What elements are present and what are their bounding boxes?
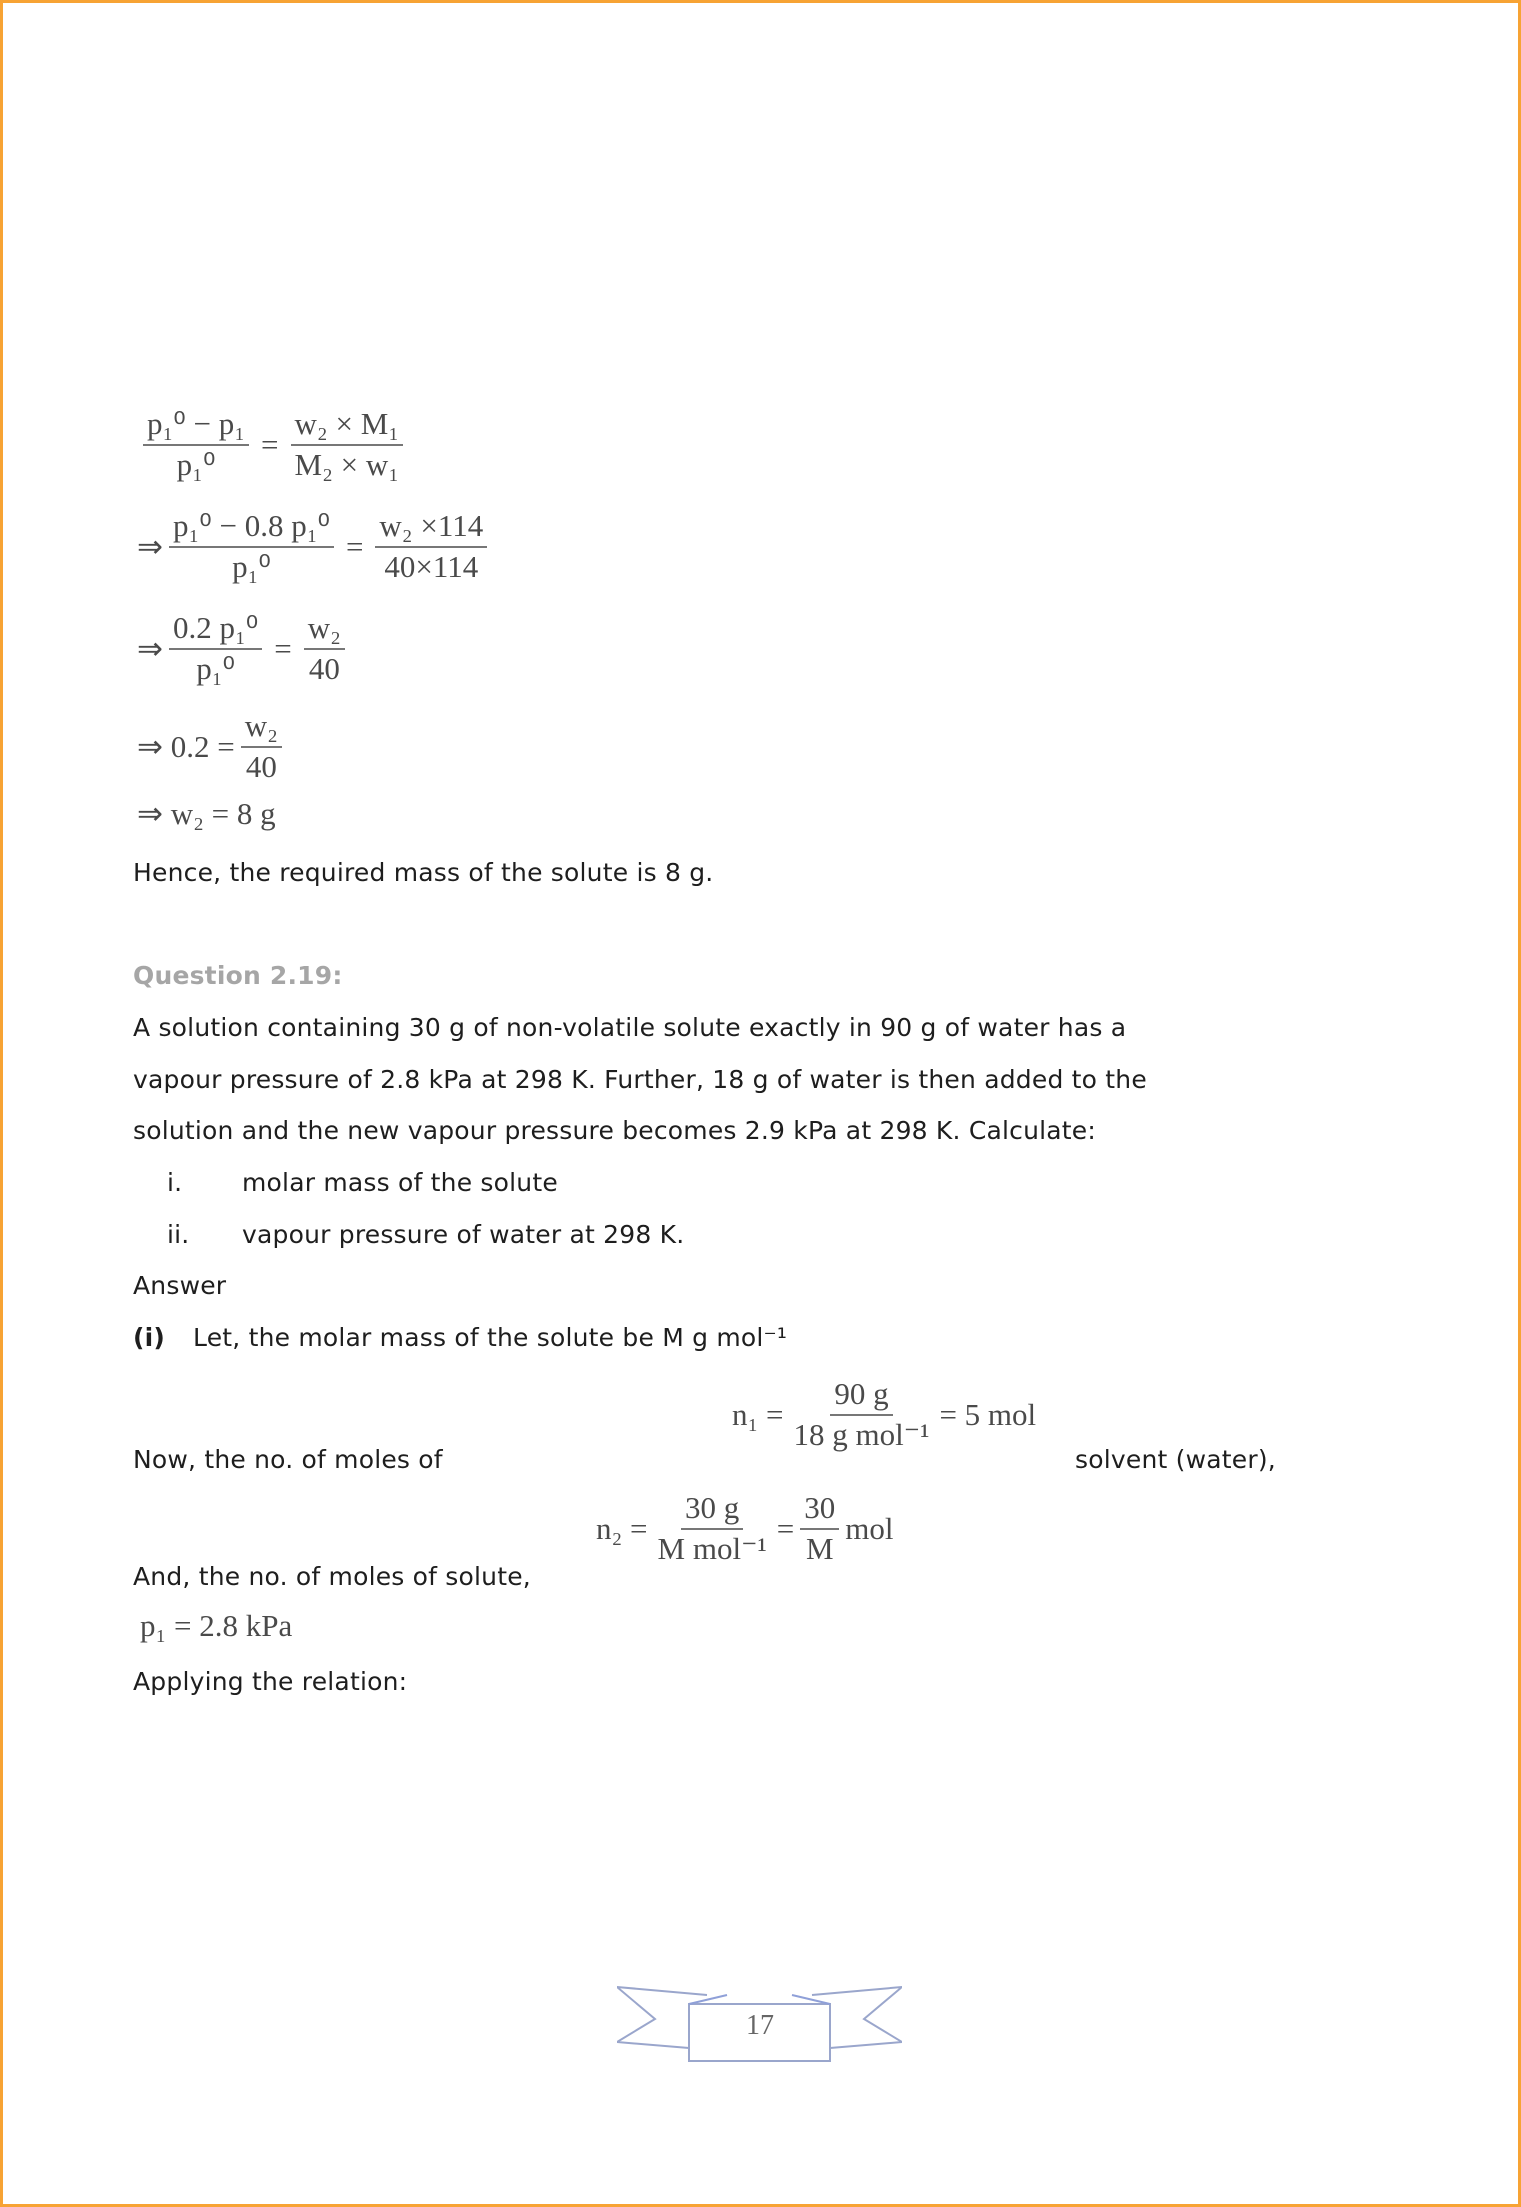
- fraction-denominator: 40: [245, 748, 277, 784]
- fraction-denominator: 18 g mol⁻¹: [793, 1416, 930, 1452]
- fraction-numerator: 0.2 p₁⁰: [169, 612, 262, 650]
- implies-symbol: ⇒: [137, 528, 163, 564]
- fraction-denominator: 40: [308, 650, 340, 686]
- applying-text: Applying the relation:: [133, 1667, 408, 1696]
- equation-text: p₁ = 2.8 kPa: [140, 1608, 293, 1643]
- fraction-numerator: p₁⁰ − 0.8 p₁⁰: [169, 510, 334, 548]
- fraction-numerator: w₂ ×114: [375, 510, 487, 548]
- equation-text: ⇒ w₂ = 8 g: [137, 796, 276, 831]
- fraction-denominator: p₁⁰: [196, 650, 235, 686]
- moles-solute-text: And, the no. of moles of solute,: [133, 1562, 531, 1591]
- question-line: vapour pressure of 2.8 kPa at 298 K. Further, 18 g of water is then added to the: [133, 1065, 1147, 1094]
- equation-2: ⇒ $\frac{\text{p₁⁰ − 0.8 p₁⁰}}{\text{p₁⁰}}$ = $\frac{\text{w₂ ×114}}{40\times 114}$: [137, 510, 493, 583]
- fraction-numerator: 30: [800, 1492, 839, 1530]
- part-label: (i): [133, 1323, 166, 1352]
- equation-rhs: mol: [845, 1510, 894, 1546]
- fraction-numerator: p₁⁰ − p₁: [143, 408, 249, 446]
- equals-symbol: =: [776, 1510, 795, 1546]
- part-text: Let, the molar mass of the solute be M g mol⁻¹: [193, 1323, 788, 1352]
- question-line: solution and the new vapour pressure becomes 2.9 kPa at 298 K. Calculate:: [133, 1116, 1097, 1145]
- equation-lhs: n₁ =: [732, 1396, 784, 1432]
- fraction-denominator: M: [805, 1530, 834, 1566]
- equation-n1: [732, 1378, 1036, 1451]
- list-marker: ii.: [167, 1220, 190, 1249]
- list-item: vapour pressure of water at 298 K.: [242, 1220, 685, 1249]
- question-line: A solution containing 30 g of non-volatile solute exactly in 90 g of water has a: [133, 1013, 1127, 1042]
- page-number: 17: [746, 2010, 774, 2041]
- moles-solvent-text: Now, the no. of moles of: [133, 1445, 443, 1474]
- moles-solvent-tail: solvent (water),: [1075, 1445, 1276, 1474]
- list-marker: i.: [167, 1168, 183, 1197]
- equation-lhs: n₂ =: [596, 1510, 648, 1546]
- equation-3: ⇒ $\frac{\text{0.2 p₁⁰}}{\text{p₁⁰}}$ = $\frac{\text{w₂}}{40}$: [137, 612, 351, 685]
- hence-text: Hence, the required mass of the solute is 8 g.: [133, 858, 714, 887]
- list-item: molar mass of the solute: [242, 1168, 558, 1197]
- implies-symbol: ⇒: [137, 630, 163, 666]
- equation-5: [137, 796, 276, 832]
- answer-label: Answer: [133, 1271, 227, 1300]
- equation-p1: [140, 1608, 292, 1644]
- fraction-numerator: 30 g: [681, 1492, 743, 1530]
- fraction-denominator: p₁⁰: [176, 446, 216, 482]
- fraction-denominator: M mol⁻¹: [657, 1530, 767, 1566]
- fraction-denominator: p₁⁰: [232, 548, 271, 584]
- equation-rhs: = 5 mol: [939, 1396, 1037, 1432]
- fraction-denominator: M₂ × w₁: [294, 446, 400, 482]
- fraction-denominator: 40×114: [384, 548, 479, 584]
- question-title: Question 2.19:: [133, 961, 343, 990]
- equation-1: $\frac{\text{p₁⁰ − p₁}}{\text{p₁⁰}}$ = $\frac{\text{w₂ × M₁}}{\text{M₂ × w₁}}$: [137, 408, 409, 481]
- equation-n2: [596, 1492, 893, 1565]
- fraction-numerator: 90 g: [830, 1378, 892, 1416]
- fraction-numerator: w₂ × M₁: [291, 408, 404, 446]
- fraction-numerator: w₂: [241, 710, 282, 748]
- equation-4: [137, 710, 288, 783]
- fraction-numerator: w₂: [304, 612, 345, 650]
- equation-lhs: ⇒ 0.2 =: [137, 728, 235, 764]
